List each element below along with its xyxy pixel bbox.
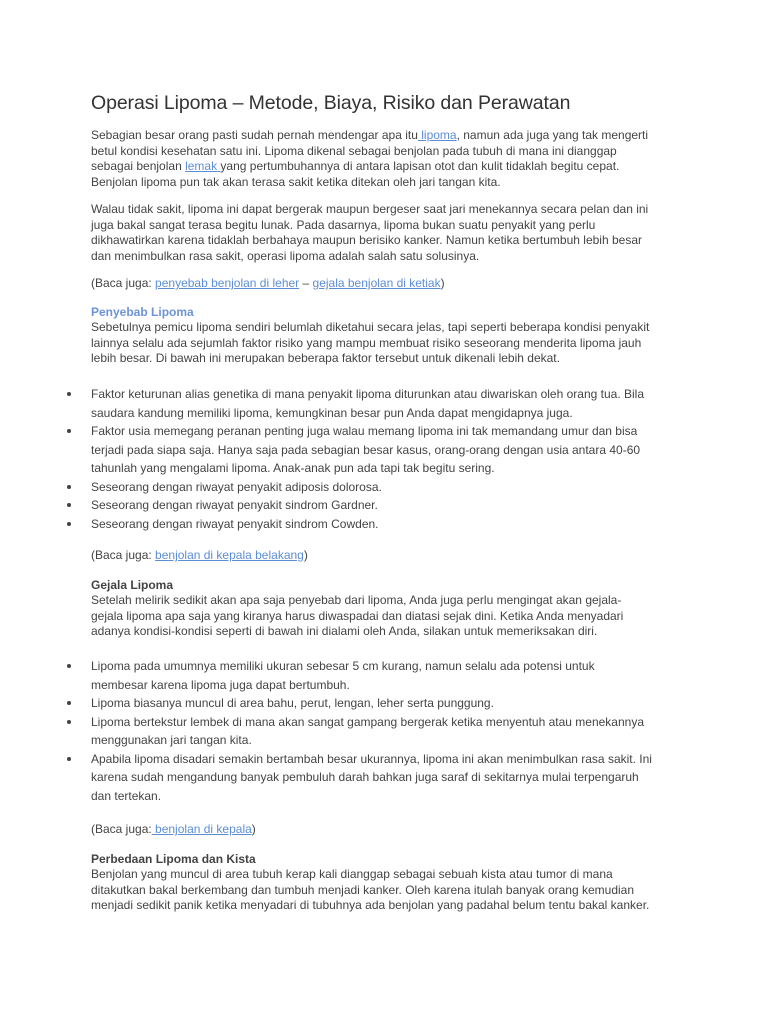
section-heading-penyebab: Penyebab Lipoma xyxy=(91,305,194,319)
list-item-line: Lipoma biasanya muncul di area bahu, perut, lengan, leher serta punggung. xyxy=(91,696,494,710)
paragraph-line: juga bakal sangat terasa begitu lunak. Pada dasarnya, lipoma bukan suatu penyakit yang perlu xyxy=(91,217,596,232)
paragraph-line: Walau tidak sakit, lipoma ini dapat bergerak maupun bergeser saat jari menekannya secara pelan dan ini xyxy=(91,202,649,216)
paragraph-line: Benjolan yang muncul di area tubuh kerap kali dianggap sebagai sebuah kista atau tumor di mana xyxy=(91,867,613,881)
perbedaan-paragraph xyxy=(91,867,649,914)
list-item-line: Lipoma bertekstur lembek di mana akan sangat gampang bergerak ketika menyentuh atau menekannya xyxy=(91,714,645,729)
list-item-line: dan tertekan. xyxy=(91,788,162,803)
list-item-line: Faktor usia memegang peranan penting juga walau memang lipoma ini tak memandang umur dan bisa xyxy=(91,424,638,438)
list-item-line: Apabila lipoma disadari semakin bertambah besar ukurannya, lipoma ini akan menimbulkan rasa sakit. Ini xyxy=(91,751,652,766)
list-item-line: karena sudah mengandung banyak pembuluh darah bahkan juga saraf di sekitarnya mulai terpengaruh xyxy=(91,770,639,784)
list-item-line: terjadi pada siapa saja. Hanya saja pada sebagian besar kasus, orang-orang dengan usia antara 40-60 xyxy=(91,442,641,457)
read-also-prefix: (Baca juga: xyxy=(91,276,156,290)
read-also-prefix: (Baca juga: xyxy=(91,548,156,562)
list-item xyxy=(66,694,652,713)
intro-text: yang pertumbuhannya di antara lapisan otot dan kulit tidaklah begitu cepat. xyxy=(220,159,620,173)
paragraph-line: dan menimbulkan rasa sakit, operasi lipoma adalah salah satu solusinya. xyxy=(91,248,480,263)
bullet-icon xyxy=(67,664,71,668)
paragraph-line: Setelah melirik sedikit akan apa saja penyebab dari lipoma, Anda juga perlu mengingat akan gejala- xyxy=(91,593,622,607)
bullet-icon xyxy=(67,757,71,761)
paragraph-line: menjadi sedikit panik ketika menyadari di tubuhnya ada benjolan yang padahal belum tentu bakal kanker. xyxy=(91,898,650,912)
intro-paragraph xyxy=(91,128,648,190)
read-also-2 xyxy=(91,548,308,564)
list-item xyxy=(66,496,644,515)
section-heading-gejala: Gejala Lipoma xyxy=(91,578,174,592)
bullet-icon xyxy=(67,720,71,724)
paragraph-line: gejala lipoma apa saja yang kiranya harus diwaspadai dan diatasi sejak dini. Ketika Anda menyadari xyxy=(91,608,624,623)
list-item xyxy=(66,422,644,478)
bullet-icon xyxy=(67,701,71,705)
list-item-line: Lipoma pada umumnya memiliki ukuran sebesar 5 cm kurang, namun selalu ada potensi untuk xyxy=(91,659,595,673)
intro-text: Sebagian besar orang pasti sudah pernah mendengar apa itu xyxy=(91,128,418,142)
list-item-line: Faktor keturunan alias genetika di mana penyakit lipoma diturunkan atau diwariskan oleh orang tua. Bila xyxy=(91,387,644,401)
read-also-suffix: ) xyxy=(303,548,308,562)
intro-text: , namun ada juga yang tak mengerti xyxy=(456,128,649,142)
paragraph-line: dikhawatirkan karena tidaklah berbahaya maupun berisiko kanker. Namun ketika bertumbuh lebih besar xyxy=(91,233,642,247)
list-item-line: Seseorang dengan riwayat penyakit adiposis dolorosa. xyxy=(91,479,382,494)
read-also-suffix: ) xyxy=(440,276,445,290)
section-heading-perbedaan: Perbedaan Lipoma dan Kista xyxy=(91,852,256,866)
link-penyebab-benjolan-leher[interactable]: penyebab benjolan di leher xyxy=(155,276,300,290)
gejala-paragraph xyxy=(91,593,623,640)
gejala-bullet-list xyxy=(66,657,652,805)
page-title: Operasi Lipoma – Metode, Biaya, Risiko dan Perawatan xyxy=(91,92,571,114)
bullet-icon xyxy=(67,429,71,433)
bullet-icon xyxy=(67,503,71,507)
paragraph-2 xyxy=(91,202,648,264)
list-item xyxy=(66,478,644,497)
intro-text: betul kondisi kesehatan satu ini. Lipoma dikenal sebagai benjolan pada tubuh di mana ini dianggap xyxy=(91,143,617,158)
list-item-line: membesar karena lipoma juga dapat bertumbuh. xyxy=(91,677,350,692)
paragraph-line: adanya kondisi-kondisi seperti di bawah ini dialami oleh Anda, silakan untuk memeriksakan diri. xyxy=(91,624,598,638)
bullet-icon xyxy=(67,522,71,526)
list-item xyxy=(66,713,652,750)
list-item xyxy=(66,750,652,806)
penyebab-bullet-list xyxy=(66,385,644,533)
bullet-icon xyxy=(67,485,71,489)
read-also-suffix: ) xyxy=(251,822,256,836)
read-also-1 xyxy=(91,276,445,292)
list-item-line: menggunakan jari tangan kita. xyxy=(91,733,252,747)
link-lemak[interactable]: lemak xyxy=(185,159,221,173)
list-item xyxy=(66,385,644,422)
list-item-line: Seseorang dengan riwayat penyakit sindrom Gardner. xyxy=(91,498,378,512)
paragraph-line: Sebetulnya pemicu lipoma sendiri belumlah diketahui secara jelas, tapi seperti beberapa kondisi penyakit xyxy=(91,320,650,334)
link-benjolan-di-kepala[interactable]: benjolan di kepala xyxy=(151,822,252,836)
link-gejala-benjolan-ketiak[interactable]: gejala benjolan di ketiak xyxy=(312,276,441,290)
read-also-3 xyxy=(91,822,256,838)
list-item-line: Seseorang dengan riwayat penyakit sindrom Cowden. xyxy=(91,516,379,531)
link-lipoma[interactable]: lipoma xyxy=(417,128,457,142)
list-item xyxy=(66,657,652,694)
intro-text: sebagai benjolan xyxy=(91,159,186,173)
paragraph-line: lainnya selalu ada sejumlah faktor risiko yang mampu membuat risiko seseorang menderita lipoma jauh xyxy=(91,335,642,350)
read-also-prefix: (Baca juga: xyxy=(91,822,152,836)
list-item xyxy=(66,515,644,534)
penyebab-paragraph xyxy=(91,320,649,367)
bullet-icon xyxy=(67,392,71,396)
paragraph-line: ditakutkan bakal berkembang dan tumbuh menjadi kanker. Oleh karena itulah banyak orang kemudian xyxy=(91,882,635,897)
paragraph-line: lebih besar. Di bawah ini merupakan beberapa faktor tersebut untuk dikenali lebih dekat. xyxy=(91,351,560,365)
list-item-line: saudara kandung memiliki lipoma, kemungkinan besar pun Anda dapat mengidapnya juga. xyxy=(91,405,573,420)
intro-text: Benjolan lipoma pun tak akan terasa sakit ketika ditekan oleh jari tangan kita. xyxy=(91,174,501,189)
read-also-separator: – xyxy=(299,276,313,290)
link-benjolan-kepala-belakang[interactable]: benjolan di kepala belakang xyxy=(155,548,304,562)
list-item-line: tahunlah yang mengalami lipoma. Anak-anak pun ada tapi tak begitu sering. xyxy=(91,461,495,475)
